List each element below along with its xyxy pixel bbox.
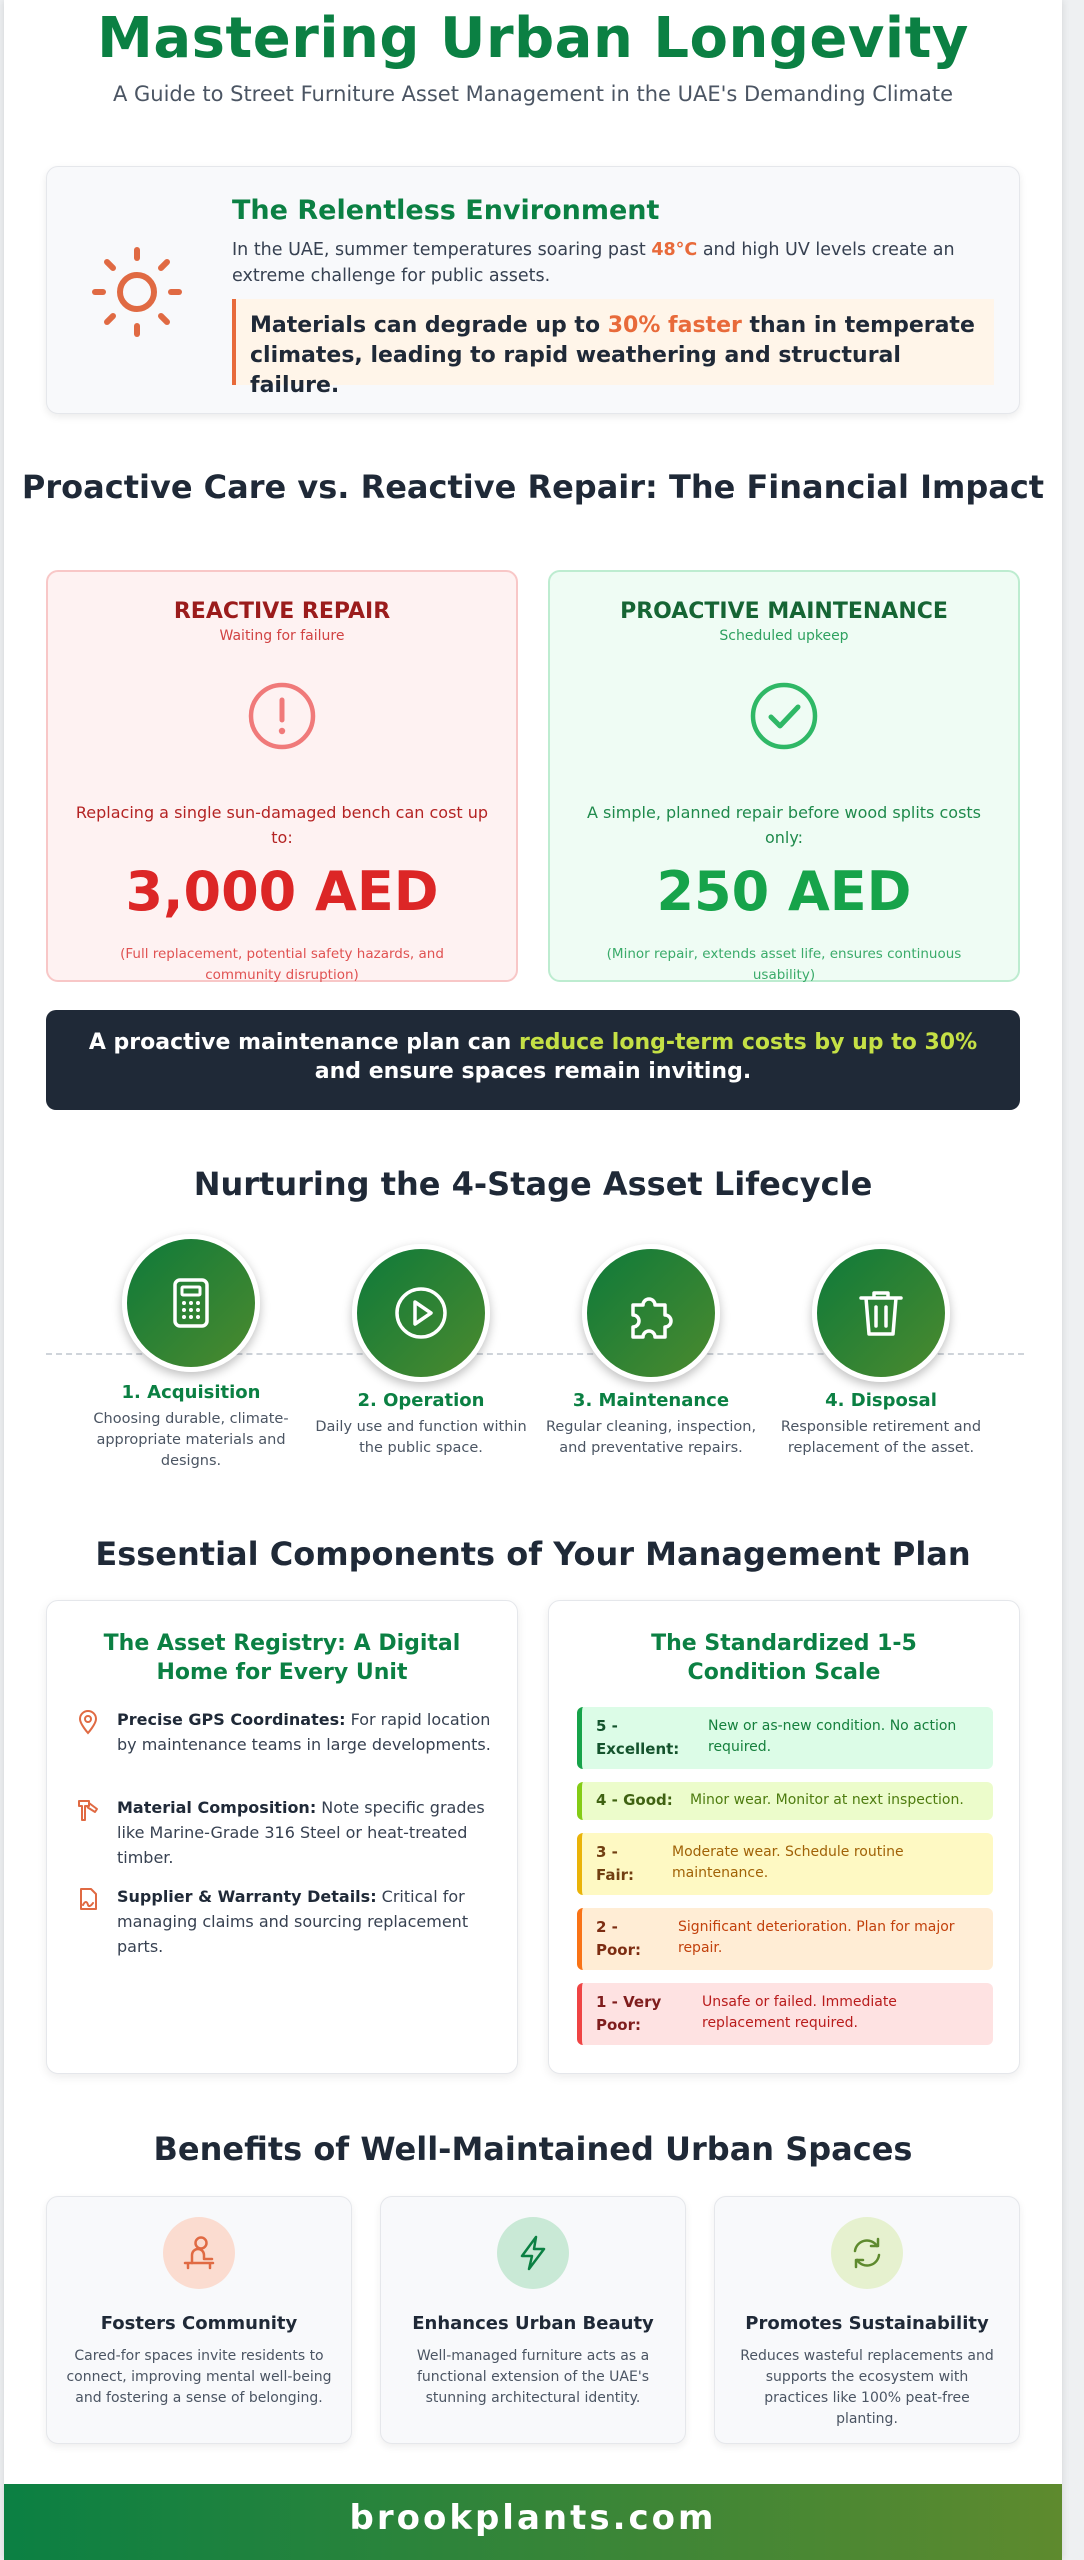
recycle-icon xyxy=(847,2233,887,2273)
savings-highlight: reduce long-term costs by up to 30% xyxy=(518,1030,978,1055)
reactive-text: Replacing a single sun-damaged bench can cost up to: xyxy=(75,803,489,847)
proactive-note: (Minor repair, extends asset life, ensures continuous usability) xyxy=(606,946,962,983)
user-bench-icon xyxy=(179,2233,219,2273)
registry-title: The Asset Registry: A Digital Home for Every Unit xyxy=(103,1631,461,1685)
benefit-title: Enhances Urban Beauty xyxy=(412,2313,654,2334)
reactive-amount: 3,000 AED xyxy=(125,860,439,923)
environment-title: The Relentless Environment xyxy=(232,195,660,226)
environment-text: In the UAE, summer temperatures soaring past 48°C and high UV levels create an extreme challenge for public assets. xyxy=(232,240,955,286)
proactive-title: PROACTIVE MAINTENANCE xyxy=(620,599,948,624)
hammer-icon xyxy=(75,1797,101,1823)
benefit-beauty xyxy=(380,2196,686,2444)
benefit-desc: Well-managed furniture acts as a functional extension of the UAE's stunning architectural identity. xyxy=(416,2348,650,2406)
lifecycle-stage-disposal xyxy=(771,1244,991,1459)
environment-card xyxy=(46,166,1020,414)
condition-level-2: 2 - Poor: Significant deterioration. Plan for major repair. xyxy=(577,1908,993,1970)
stage-desc: Choosing durable, climate-appropriate materials and designs. xyxy=(93,1411,289,1469)
condition-level-4: 4 - Good: Minor wear. Monitor at next inspection. xyxy=(577,1782,993,1820)
benefits-heading: Benefits of Well-Maintained Urban Spaces xyxy=(153,2130,913,2168)
stage-desc: Daily use and function within the public space. xyxy=(315,1419,527,1456)
stage-desc: Responsible retirement and replacement of the asset. xyxy=(780,1419,982,1456)
lifecycle-stage-operation xyxy=(311,1244,531,1459)
registry-item-material: Material Composition: Note specific grades like Marine-Grade 316 Steel or heat-treated timber. xyxy=(117,1798,485,1867)
comparison-heading: Proactive Care vs. Reactive Repair: The Financial Impact xyxy=(21,468,1045,506)
condition-scale-card xyxy=(548,1600,1020,2074)
stage-title: 3. Maintenance xyxy=(572,1390,730,1411)
lifecycle-heading: Nurturing the 4-Stage Asset Lifecycle xyxy=(193,1165,873,1203)
alert-icon xyxy=(246,680,318,752)
benefit-title: Fosters Community xyxy=(100,2313,298,2334)
benefit-desc: Reduces wasteful replacements and supports the ecosystem with practices like 100% peat-free planting. xyxy=(740,2348,994,2427)
reactive-subtitle: Waiting for failure xyxy=(219,628,345,644)
footer-brand-link[interactable]: brookplants.com xyxy=(4,2484,1062,2560)
reactive-repair-card xyxy=(46,570,518,982)
puzzle-icon xyxy=(621,1283,681,1343)
proactive-subtitle: Scheduled upkeep xyxy=(719,628,849,644)
stage-title: 1. Acquisition xyxy=(121,1382,261,1403)
benefit-sustainability xyxy=(714,2196,1020,2444)
trash-icon xyxy=(853,1285,909,1341)
proactive-maintenance-card xyxy=(548,570,1020,982)
contract-icon xyxy=(75,1886,101,1912)
reactive-note: (Full replacement, potential safety hazards, and community disruption) xyxy=(120,946,444,983)
lifecycle-stage-acquisition xyxy=(81,1234,301,1472)
reactive-title: REACTIVE REPAIR xyxy=(173,599,391,624)
stage-desc: Regular cleaning, inspection, and preventative repairs. xyxy=(545,1419,757,1456)
lifecycle-stage-maintenance xyxy=(541,1244,761,1459)
lightning-icon xyxy=(513,2233,553,2273)
condition-title: The Standardized 1-5 Condition Scale xyxy=(651,1631,917,1685)
stage-title: 4. Disposal xyxy=(825,1390,937,1411)
components-heading: Essential Components of Your Management Plan xyxy=(95,1535,971,1573)
benefit-title: Promotes Sustainability xyxy=(745,2313,989,2334)
page-subtitle: A Guide to Street Furniture Asset Management in the UAE's Demanding Climate xyxy=(112,82,954,106)
page-title: Mastering Urban Longevity xyxy=(97,6,969,71)
condition-level-3: 3 - Fair: Moderate wear. Schedule routine maintenance. xyxy=(577,1833,993,1895)
savings-banner: A proactive maintenance plan can reduce long-term costs by up to 30% and ensure spaces remain inviting. xyxy=(46,1010,1020,1110)
check-icon xyxy=(748,680,820,752)
condition-level-5: 5 - Excellent: New or as-new condition. No action required. xyxy=(577,1707,993,1769)
asset-registry-card xyxy=(46,1600,518,2074)
proactive-text: A simple, planned repair before wood splits costs only: xyxy=(586,803,982,847)
infographic-page xyxy=(4,0,1062,2560)
stage-title: 2. Operation xyxy=(357,1390,485,1411)
temperature-highlight: 48°C xyxy=(651,240,698,260)
environment-quote: Materials can degrade up to 30% faster than in temperate climates, leading to rapid weathering and structural failure. xyxy=(232,299,994,385)
degrade-highlight: 30% faster xyxy=(607,313,742,338)
registry-item-supplier: Supplier & Warranty Details: Critical for managing claims and sourcing replacement parts. xyxy=(117,1887,469,1956)
sun-icon xyxy=(87,242,187,342)
play-icon xyxy=(392,1284,450,1342)
map-pin-icon xyxy=(75,1709,101,1735)
calculator-icon xyxy=(163,1275,219,1331)
proactive-amount: 250 AED xyxy=(656,860,912,923)
condition-level-1: 1 - Very Poor: Unsafe or failed. Immediate replacement required. xyxy=(577,1983,993,2045)
registry-item-gps: Precise GPS Coordinates: For rapid location by maintenance teams in large developments. xyxy=(117,1710,491,1754)
benefit-community xyxy=(46,2196,352,2444)
benefit-desc: Cared-for spaces invite residents to connect, improving mental well-being and fostering a sense of belonging. xyxy=(66,2348,332,2406)
